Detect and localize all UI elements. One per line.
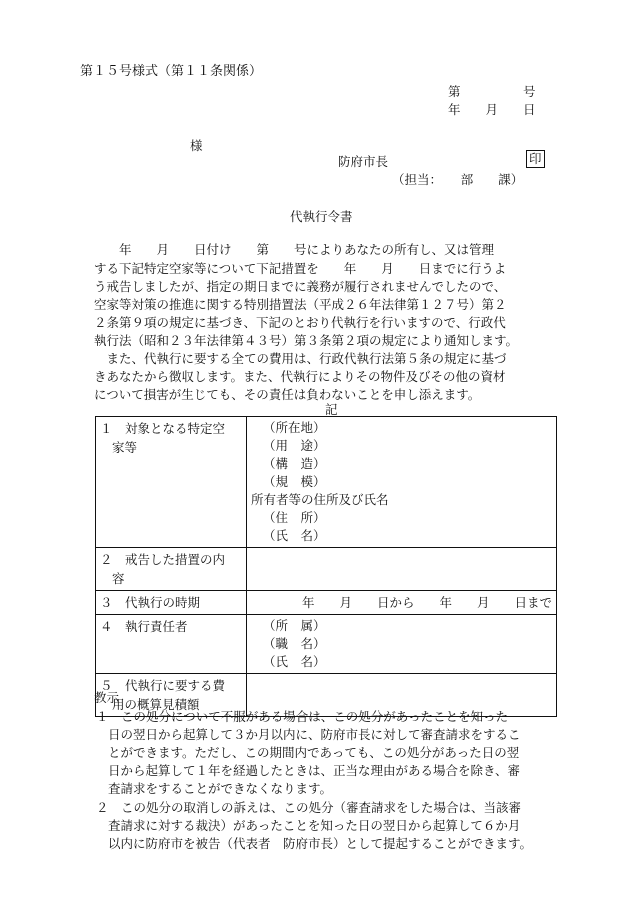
table-row: [96, 548, 557, 591]
notice-line: 日から起算して１年を経過したときは、正当な理由がある場合を除き、審: [108, 763, 521, 778]
notice-line: 査請求をすることができなくなります。: [108, 781, 333, 796]
body-line: 年 月 日付け 第 号によりあなたの所有し、又は管理: [94, 242, 495, 257]
body-line: う戒告しましたが、指定の期日までに義務が履行されませんでしたので、: [94, 279, 507, 294]
row4-value: [247, 615, 557, 674]
owner-address-field: （住 所）: [263, 510, 326, 525]
issuer-name: 防府市長: [338, 154, 389, 169]
notice-line: 以内に防府市を被告（代表者 防府市長）として提起することができます。: [108, 836, 533, 851]
ki-heading: 記: [325, 402, 338, 417]
addressee: 様: [190, 138, 203, 153]
document-date: 年 月 日: [448, 102, 536, 117]
document-title: 代執行令書: [290, 209, 353, 224]
seal-text: 印: [526, 150, 545, 168]
row2-label-line: 容: [112, 571, 125, 586]
row3-value: 年 月 日から 年 月 日まで: [247, 591, 557, 615]
owner-name-field: （氏 名）: [263, 528, 326, 543]
seal-mark: [526, 150, 545, 168]
body-line: 執行法（昭和２３年法律第４３号）第３条第２項の規定により通知します。: [94, 333, 519, 348]
body-line: 空家等対策の推進に関する特別措置法（平成２６年法律第１２７号）第２: [94, 297, 507, 312]
owner-heading: 所有者等の住所及び氏名: [251, 492, 389, 507]
row3-label: ３ 代執行の時期: [96, 591, 247, 615]
details-table: [95, 416, 557, 717]
body-line: また、代執行に要する全ての費用は、行政代執行法第５条の規定に基づ: [94, 351, 507, 366]
row1-label: [96, 417, 247, 548]
body-line: ２条第９項の規定に基づき、下記のとおり代執行を行いますので、行政代: [94, 315, 506, 330]
table-row: [96, 591, 557, 615]
row2-label-line: ２ 戒告した措置の内: [100, 552, 226, 567]
body-line: について損害が生じても、その責任は負わないことを申し添えます。: [94, 387, 481, 402]
notice-line: １ この処分について不服がある場合は、この処分があったことを知った: [96, 709, 509, 724]
usage-field: （用 途）: [263, 438, 326, 453]
notice-heading: 教示: [94, 690, 120, 705]
body-line: する下記特定空家等について下記措置を 年 月 日までに行うよ: [94, 261, 507, 276]
position-field: （職 名）: [263, 636, 326, 651]
officer-name-field: （氏 名）: [263, 654, 326, 669]
notice-line: 査請求に対する裁決）があったことを知った日の翌日から起算して６か月: [108, 818, 521, 833]
notice-line: ２ この処分の取消しの訴えは、この処分（審査請求をした場合は、当該審: [96, 800, 522, 815]
row2-label: [96, 548, 247, 591]
scale-field: （規 模）: [263, 474, 326, 489]
body-line: きあなたから徴収します。また、代執行によりその物件及びその他の資材: [94, 369, 506, 384]
contact-info: （担当： 部 課）: [392, 172, 524, 187]
row1-label-line: 家等: [112, 440, 138, 455]
table-row: [96, 615, 557, 674]
row1-value: [247, 417, 557, 548]
row4-label: ４ 執行責任者: [96, 615, 247, 674]
row5-label-line: 用の概算見積額: [112, 697, 200, 712]
table-row: [96, 417, 557, 548]
notice-line: とができます。ただし、この期間内であっても、この処分があった日の翌: [108, 745, 520, 760]
row2-value: [247, 548, 557, 591]
affiliation-field: （所 属）: [263, 618, 326, 633]
structure-field: （構 造）: [263, 456, 326, 471]
row5-label-line: ５ 代執行に要する費: [100, 678, 226, 693]
notice-line: 日の翌日から起算して３か月以内に、防府市長に対して審査請求をするこ: [108, 727, 521, 742]
form-title: 第１５号様式（第１１条関係）: [80, 64, 263, 79]
document-number: 第 号: [448, 84, 536, 99]
location-field: （所在地）: [263, 420, 326, 435]
row1-label-line: １ 対象となる特定空: [100, 421, 226, 436]
